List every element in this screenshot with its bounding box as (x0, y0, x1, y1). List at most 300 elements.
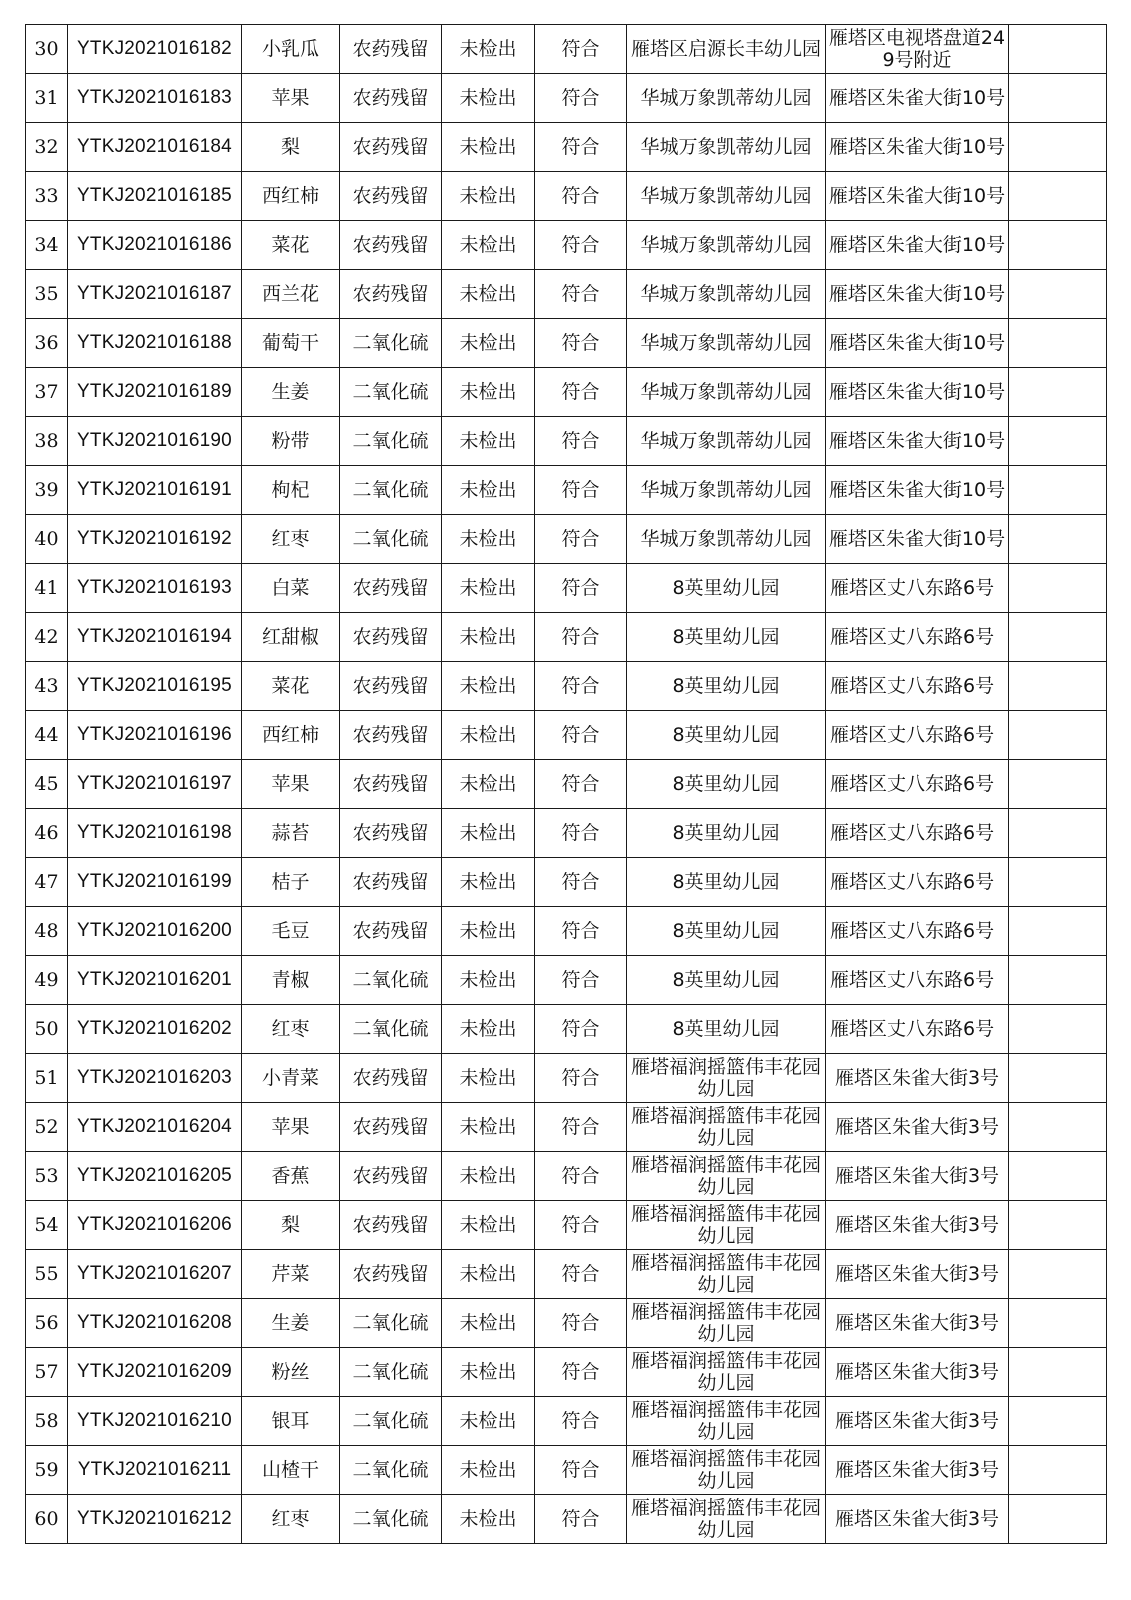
row-number-cell: 53 (26, 1152, 68, 1201)
row-number-cell: 32 (26, 123, 68, 172)
unit-address-cell: 雁塔区朱雀大街3号 (826, 1250, 1009, 1299)
remark-cell (1009, 956, 1107, 1005)
unit-address-cell: 雁塔区朱雀大街3号 (826, 1299, 1009, 1348)
verdict-cell: 符合 (535, 74, 627, 123)
remark-cell (1009, 858, 1107, 907)
test-item-cell: 农药残留 (340, 270, 442, 319)
test-item-cell: 农药残留 (340, 613, 442, 662)
sample-id-cell: YTKJ2021016195 (68, 662, 242, 711)
sample-name-cell: 枸杞 (242, 466, 340, 515)
remark-cell (1009, 1495, 1107, 1544)
remark-cell (1009, 564, 1107, 613)
test-item-cell: 农药残留 (340, 25, 442, 74)
sample-name-cell: 桔子 (242, 858, 340, 907)
table-row (26, 221, 1107, 270)
sampled-unit-cell: 8英里幼儿园 (627, 760, 826, 809)
sampled-unit-cell: 雁塔福润摇篮伟丰花园幼儿园 (627, 1495, 826, 1544)
remark-cell (1009, 74, 1107, 123)
sample-name-cell: 生姜 (242, 1299, 340, 1348)
verdict-cell: 符合 (535, 417, 627, 466)
sample-name-cell: 西红柿 (242, 172, 340, 221)
sample-name-cell: 梨 (242, 1201, 340, 1250)
verdict-cell: 符合 (535, 368, 627, 417)
test-result-cell: 未检出 (442, 515, 535, 564)
verdict-cell: 符合 (535, 1495, 627, 1544)
test-result-cell: 未检出 (442, 1005, 535, 1054)
remark-cell (1009, 1054, 1107, 1103)
table-row (26, 466, 1107, 515)
test-item-cell: 农药残留 (340, 1054, 442, 1103)
sample-name-cell: 苹果 (242, 1103, 340, 1152)
sample-name-cell: 西兰花 (242, 270, 340, 319)
test-result-cell: 未检出 (442, 760, 535, 809)
sampled-unit-cell: 雁塔福润摇篮伟丰花园幼儿园 (627, 1348, 826, 1397)
unit-address-cell: 雁塔区朱雀大街3号 (826, 1397, 1009, 1446)
test-result-cell: 未检出 (442, 74, 535, 123)
sample-name-cell: 红枣 (242, 1005, 340, 1054)
sampled-unit-cell: 8英里幼儿园 (627, 613, 826, 662)
row-number-cell: 45 (26, 760, 68, 809)
test-result-cell: 未检出 (442, 1446, 535, 1495)
verdict-cell: 符合 (535, 858, 627, 907)
sample-name-cell: 红枣 (242, 515, 340, 564)
sample-name-cell: 生姜 (242, 368, 340, 417)
remark-cell (1009, 1103, 1107, 1152)
row-number-cell: 57 (26, 1348, 68, 1397)
sample-name-cell: 芹菜 (242, 1250, 340, 1299)
sample-id-cell: YTKJ2021016199 (68, 858, 242, 907)
remark-cell (1009, 613, 1107, 662)
test-result-cell: 未检出 (442, 172, 535, 221)
verdict-cell: 符合 (535, 956, 627, 1005)
row-number-cell: 34 (26, 221, 68, 270)
row-number-cell: 35 (26, 270, 68, 319)
verdict-cell: 符合 (535, 760, 627, 809)
test-item-cell: 农药残留 (340, 74, 442, 123)
remark-cell (1009, 1348, 1107, 1397)
sample-id-cell: YTKJ2021016203 (68, 1054, 242, 1103)
sample-id-cell: YTKJ2021016188 (68, 319, 242, 368)
sampled-unit-cell: 华城万象凯蒂幼儿园 (627, 270, 826, 319)
unit-address-cell: 雁塔区朱雀大街10号 (826, 417, 1009, 466)
sample-id-cell: YTKJ2021016204 (68, 1103, 242, 1152)
unit-address-cell: 雁塔区丈八东路6号 (826, 858, 1009, 907)
row-number-cell: 33 (26, 172, 68, 221)
sampled-unit-cell: 8英里幼儿园 (627, 809, 826, 858)
remark-cell (1009, 25, 1107, 74)
sample-id-cell: YTKJ2021016189 (68, 368, 242, 417)
sample-id-cell: YTKJ2021016186 (68, 221, 242, 270)
sample-id-cell: YTKJ2021016194 (68, 613, 242, 662)
test-item-cell: 二氧化硫 (340, 1397, 442, 1446)
sample-name-cell: 苹果 (242, 74, 340, 123)
sample-name-cell: 红甜椒 (242, 613, 340, 662)
remark-cell (1009, 1201, 1107, 1250)
sampled-unit-cell: 雁塔区启源长丰幼儿园 (627, 25, 826, 74)
test-item-cell: 二氧化硫 (340, 1495, 442, 1544)
sample-id-cell: YTKJ2021016205 (68, 1152, 242, 1201)
table-row (26, 1054, 1107, 1103)
sampled-unit-cell: 华城万象凯蒂幼儿园 (627, 515, 826, 564)
unit-address-cell: 雁塔区朱雀大街3号 (826, 1054, 1009, 1103)
test-result-cell: 未检出 (442, 907, 535, 956)
sample-id-cell: YTKJ2021016190 (68, 417, 242, 466)
test-result-cell: 未检出 (442, 1103, 535, 1152)
test-item-cell: 二氧化硫 (340, 1299, 442, 1348)
sample-id-cell: YTKJ2021016202 (68, 1005, 242, 1054)
table-row (26, 907, 1107, 956)
unit-address-cell: 雁塔区丈八东路6号 (826, 907, 1009, 956)
sample-id-cell: YTKJ2021016183 (68, 74, 242, 123)
remark-cell (1009, 1152, 1107, 1201)
test-item-cell: 二氧化硫 (340, 466, 442, 515)
verdict-cell: 符合 (535, 270, 627, 319)
table-row (26, 1495, 1107, 1544)
test-item-cell: 农药残留 (340, 1201, 442, 1250)
sample-name-cell: 梨 (242, 123, 340, 172)
test-item-cell: 农药残留 (340, 1103, 442, 1152)
table-row (26, 368, 1107, 417)
test-result-cell: 未检出 (442, 1152, 535, 1201)
row-number-cell: 36 (26, 319, 68, 368)
table-row (26, 172, 1107, 221)
verdict-cell: 符合 (535, 1103, 627, 1152)
sampled-unit-cell: 华城万象凯蒂幼儿园 (627, 123, 826, 172)
test-item-cell: 二氧化硫 (340, 417, 442, 466)
unit-address-cell: 雁塔区朱雀大街10号 (826, 270, 1009, 319)
sampled-unit-cell: 雁塔福润摇篮伟丰花园幼儿园 (627, 1397, 826, 1446)
verdict-cell: 符合 (535, 221, 627, 270)
verdict-cell: 符合 (535, 1201, 627, 1250)
row-number-cell: 47 (26, 858, 68, 907)
unit-address-cell: 雁塔区朱雀大街10号 (826, 319, 1009, 368)
test-result-cell: 未检出 (442, 123, 535, 172)
sample-id-cell: YTKJ2021016210 (68, 1397, 242, 1446)
remark-cell (1009, 662, 1107, 711)
table-row (26, 858, 1107, 907)
remark-cell (1009, 1446, 1107, 1495)
test-result-cell: 未检出 (442, 1299, 535, 1348)
verdict-cell: 符合 (535, 123, 627, 172)
sampled-unit-cell: 雁塔福润摇篮伟丰花园幼儿园 (627, 1152, 826, 1201)
sample-id-cell: YTKJ2021016182 (68, 25, 242, 74)
test-item-cell: 农药残留 (340, 809, 442, 858)
remark-cell (1009, 907, 1107, 956)
sample-id-cell: YTKJ2021016196 (68, 711, 242, 760)
sampled-unit-cell: 8英里幼儿园 (627, 956, 826, 1005)
sample-id-cell: YTKJ2021016208 (68, 1299, 242, 1348)
test-item-cell: 农药残留 (340, 760, 442, 809)
test-result-cell: 未检出 (442, 270, 535, 319)
sample-id-cell: YTKJ2021016192 (68, 515, 242, 564)
row-number-cell: 59 (26, 1446, 68, 1495)
inspection-results-table (25, 24, 1107, 1544)
row-number-cell: 50 (26, 1005, 68, 1054)
sample-name-cell: 红枣 (242, 1495, 340, 1544)
sample-id-cell: YTKJ2021016200 (68, 907, 242, 956)
table-row (26, 662, 1107, 711)
unit-address-cell: 雁塔区丈八东路6号 (826, 956, 1009, 1005)
row-number-cell: 44 (26, 711, 68, 760)
table-row (26, 1201, 1107, 1250)
unit-address-cell: 雁塔区丈八东路6号 (826, 809, 1009, 858)
sample-id-cell: YTKJ2021016211 (68, 1446, 242, 1495)
test-result-cell: 未检出 (442, 858, 535, 907)
row-number-cell: 41 (26, 564, 68, 613)
unit-address-cell: 雁塔区朱雀大街10号 (826, 368, 1009, 417)
table-row (26, 515, 1107, 564)
verdict-cell: 符合 (535, 1397, 627, 1446)
unit-address-cell: 雁塔区朱雀大街10号 (826, 74, 1009, 123)
remark-cell (1009, 417, 1107, 466)
verdict-cell: 符合 (535, 809, 627, 858)
table-row (26, 1103, 1107, 1152)
unit-address-cell: 雁塔区丈八东路6号 (826, 662, 1009, 711)
table-row (26, 319, 1107, 368)
sampled-unit-cell: 华城万象凯蒂幼儿园 (627, 466, 826, 515)
remark-cell (1009, 1299, 1107, 1348)
remark-cell (1009, 1250, 1107, 1299)
sampled-unit-cell: 雁塔福润摇篮伟丰花园幼儿园 (627, 1299, 826, 1348)
unit-address-cell: 雁塔区朱雀大街3号 (826, 1348, 1009, 1397)
sample-name-cell: 小乳瓜 (242, 25, 340, 74)
row-number-cell: 42 (26, 613, 68, 662)
row-number-cell: 55 (26, 1250, 68, 1299)
sample-name-cell: 葡萄干 (242, 319, 340, 368)
unit-address-cell: 雁塔区丈八东路6号 (826, 1005, 1009, 1054)
table-row (26, 74, 1107, 123)
verdict-cell: 符合 (535, 1348, 627, 1397)
sample-name-cell: 蒜苔 (242, 809, 340, 858)
test-item-cell: 农药残留 (340, 1152, 442, 1201)
test-item-cell: 农药残留 (340, 907, 442, 956)
unit-address-cell: 雁塔区朱雀大街3号 (826, 1201, 1009, 1250)
sampled-unit-cell: 8英里幼儿园 (627, 564, 826, 613)
verdict-cell: 符合 (535, 25, 627, 74)
sampled-unit-cell: 华城万象凯蒂幼儿园 (627, 319, 826, 368)
sample-id-cell: YTKJ2021016207 (68, 1250, 242, 1299)
table-row (26, 1152, 1107, 1201)
sampled-unit-cell: 8英里幼儿园 (627, 858, 826, 907)
remark-cell (1009, 1005, 1107, 1054)
table-row (26, 760, 1107, 809)
remark-cell (1009, 270, 1107, 319)
sampled-unit-cell: 8英里幼儿园 (627, 711, 826, 760)
row-number-cell: 39 (26, 466, 68, 515)
test-item-cell: 农药残留 (340, 564, 442, 613)
sample-id-cell: YTKJ2021016184 (68, 123, 242, 172)
remark-cell (1009, 1397, 1107, 1446)
unit-address-cell: 雁塔区朱雀大街10号 (826, 123, 1009, 172)
sample-name-cell: 山楂干 (242, 1446, 340, 1495)
row-number-cell: 40 (26, 515, 68, 564)
sample-id-cell: YTKJ2021016206 (68, 1201, 242, 1250)
row-number-cell: 56 (26, 1299, 68, 1348)
unit-address-cell: 雁塔区朱雀大街3号 (826, 1152, 1009, 1201)
table-row (26, 613, 1107, 662)
unit-address-cell: 雁塔区朱雀大街10号 (826, 466, 1009, 515)
test-item-cell: 二氧化硫 (340, 515, 442, 564)
test-result-cell: 未检出 (442, 25, 535, 74)
sampled-unit-cell: 华城万象凯蒂幼儿园 (627, 417, 826, 466)
test-result-cell: 未检出 (442, 564, 535, 613)
sample-id-cell: YTKJ2021016201 (68, 956, 242, 1005)
sampled-unit-cell: 8英里幼儿园 (627, 907, 826, 956)
sample-name-cell: 小青菜 (242, 1054, 340, 1103)
table-row (26, 417, 1107, 466)
sample-name-cell: 西红柿 (242, 711, 340, 760)
row-number-cell: 52 (26, 1103, 68, 1152)
table-row (26, 25, 1107, 74)
test-result-cell: 未检出 (442, 662, 535, 711)
sample-name-cell: 银耳 (242, 1397, 340, 1446)
sample-name-cell: 苹果 (242, 760, 340, 809)
sampled-unit-cell: 雁塔福润摇篮伟丰花园幼儿园 (627, 1446, 826, 1495)
sampled-unit-cell: 雁塔福润摇篮伟丰花园幼儿园 (627, 1103, 826, 1152)
table-row (26, 1446, 1107, 1495)
sampled-unit-cell: 华城万象凯蒂幼儿园 (627, 172, 826, 221)
test-result-cell: 未检出 (442, 613, 535, 662)
row-number-cell: 37 (26, 368, 68, 417)
unit-address-cell: 雁塔区丈八东路6号 (826, 613, 1009, 662)
test-item-cell: 农药残留 (340, 858, 442, 907)
sampled-unit-cell: 雁塔福润摇篮伟丰花园幼儿园 (627, 1201, 826, 1250)
test-item-cell: 二氧化硫 (340, 1348, 442, 1397)
test-result-cell: 未检出 (442, 809, 535, 858)
remark-cell (1009, 221, 1107, 270)
sampled-unit-cell: 雁塔福润摇篮伟丰花园幼儿园 (627, 1250, 826, 1299)
test-item-cell: 农药残留 (340, 662, 442, 711)
test-result-cell: 未检出 (442, 221, 535, 270)
remark-cell (1009, 809, 1107, 858)
test-item-cell: 农药残留 (340, 221, 442, 270)
unit-address-cell: 雁塔区丈八东路6号 (826, 564, 1009, 613)
test-item-cell: 二氧化硫 (340, 1446, 442, 1495)
row-number-cell: 38 (26, 417, 68, 466)
sample-name-cell: 香蕉 (242, 1152, 340, 1201)
test-result-cell: 未检出 (442, 1054, 535, 1103)
row-number-cell: 48 (26, 907, 68, 956)
table-row (26, 809, 1107, 858)
remark-cell (1009, 466, 1107, 515)
unit-address-cell: 雁塔区朱雀大街3号 (826, 1446, 1009, 1495)
test-item-cell: 二氧化硫 (340, 956, 442, 1005)
sample-id-cell: YTKJ2021016187 (68, 270, 242, 319)
remark-cell (1009, 172, 1107, 221)
verdict-cell: 符合 (535, 319, 627, 368)
test-result-cell: 未检出 (442, 711, 535, 760)
sample-id-cell: YTKJ2021016185 (68, 172, 242, 221)
test-item-cell: 农药残留 (340, 711, 442, 760)
test-item-cell: 农药残留 (340, 1250, 442, 1299)
sample-name-cell: 粉带 (242, 417, 340, 466)
verdict-cell: 符合 (535, 1446, 627, 1495)
sample-id-cell: YTKJ2021016209 (68, 1348, 242, 1397)
table-row (26, 1397, 1107, 1446)
verdict-cell: 符合 (535, 1250, 627, 1299)
sample-name-cell: 粉丝 (242, 1348, 340, 1397)
row-number-cell: 49 (26, 956, 68, 1005)
remark-cell (1009, 711, 1107, 760)
sampled-unit-cell: 华城万象凯蒂幼儿园 (627, 368, 826, 417)
test-item-cell: 农药残留 (340, 172, 442, 221)
sampled-unit-cell: 华城万象凯蒂幼儿园 (627, 221, 826, 270)
table-row (26, 956, 1107, 1005)
sample-name-cell: 菜花 (242, 662, 340, 711)
verdict-cell: 符合 (535, 1054, 627, 1103)
sampled-unit-cell: 8英里幼儿园 (627, 662, 826, 711)
row-number-cell: 54 (26, 1201, 68, 1250)
row-number-cell: 58 (26, 1397, 68, 1446)
test-result-cell: 未检出 (442, 319, 535, 368)
verdict-cell: 符合 (535, 613, 627, 662)
verdict-cell: 符合 (535, 515, 627, 564)
row-number-cell: 46 (26, 809, 68, 858)
remark-cell (1009, 760, 1107, 809)
remark-cell (1009, 319, 1107, 368)
remark-cell (1009, 123, 1107, 172)
sampled-unit-cell: 华城万象凯蒂幼儿园 (627, 74, 826, 123)
verdict-cell: 符合 (535, 1299, 627, 1348)
sample-name-cell: 白菜 (242, 564, 340, 613)
verdict-cell: 符合 (535, 466, 627, 515)
test-result-cell: 未检出 (442, 1495, 535, 1544)
table-row (26, 1005, 1107, 1054)
row-number-cell: 43 (26, 662, 68, 711)
test-result-cell: 未检出 (442, 1250, 535, 1299)
sample-id-cell: YTKJ2021016212 (68, 1495, 242, 1544)
verdict-cell: 符合 (535, 711, 627, 760)
test-result-cell: 未检出 (442, 1397, 535, 1446)
test-result-cell: 未检出 (442, 956, 535, 1005)
sample-name-cell: 菜花 (242, 221, 340, 270)
row-number-cell: 51 (26, 1054, 68, 1103)
verdict-cell: 符合 (535, 564, 627, 613)
test-item-cell: 二氧化硫 (340, 368, 442, 417)
sample-id-cell: YTKJ2021016191 (68, 466, 242, 515)
unit-address-cell: 雁塔区朱雀大街10号 (826, 515, 1009, 564)
test-item-cell: 农药残留 (340, 123, 442, 172)
row-number-cell: 31 (26, 74, 68, 123)
table-row (26, 123, 1107, 172)
test-result-cell: 未检出 (442, 1201, 535, 1250)
sampled-unit-cell: 雁塔福润摇篮伟丰花园幼儿园 (627, 1054, 826, 1103)
verdict-cell: 符合 (535, 662, 627, 711)
unit-address-cell: 雁塔区朱雀大街10号 (826, 221, 1009, 270)
remark-cell (1009, 368, 1107, 417)
unit-address-cell: 雁塔区丈八东路6号 (826, 760, 1009, 809)
row-number-cell: 60 (26, 1495, 68, 1544)
test-result-cell: 未检出 (442, 417, 535, 466)
unit-address-cell: 雁塔区朱雀大街10号 (826, 172, 1009, 221)
test-result-cell: 未检出 (442, 1348, 535, 1397)
sample-id-cell: YTKJ2021016198 (68, 809, 242, 858)
table-row (26, 1299, 1107, 1348)
unit-address-cell: 雁塔区朱雀大街3号 (826, 1103, 1009, 1152)
table-row (26, 564, 1107, 613)
unit-address-cell: 雁塔区丈八东路6号 (826, 711, 1009, 760)
verdict-cell: 符合 (535, 172, 627, 221)
test-item-cell: 二氧化硫 (340, 319, 442, 368)
table-row (26, 711, 1107, 760)
sampled-unit-cell: 8英里幼儿园 (627, 1005, 826, 1054)
row-number-cell: 30 (26, 25, 68, 74)
test-item-cell: 二氧化硫 (340, 1005, 442, 1054)
verdict-cell: 符合 (535, 1005, 627, 1054)
test-result-cell: 未检出 (442, 466, 535, 515)
verdict-cell: 符合 (535, 1152, 627, 1201)
verdict-cell: 符合 (535, 907, 627, 956)
